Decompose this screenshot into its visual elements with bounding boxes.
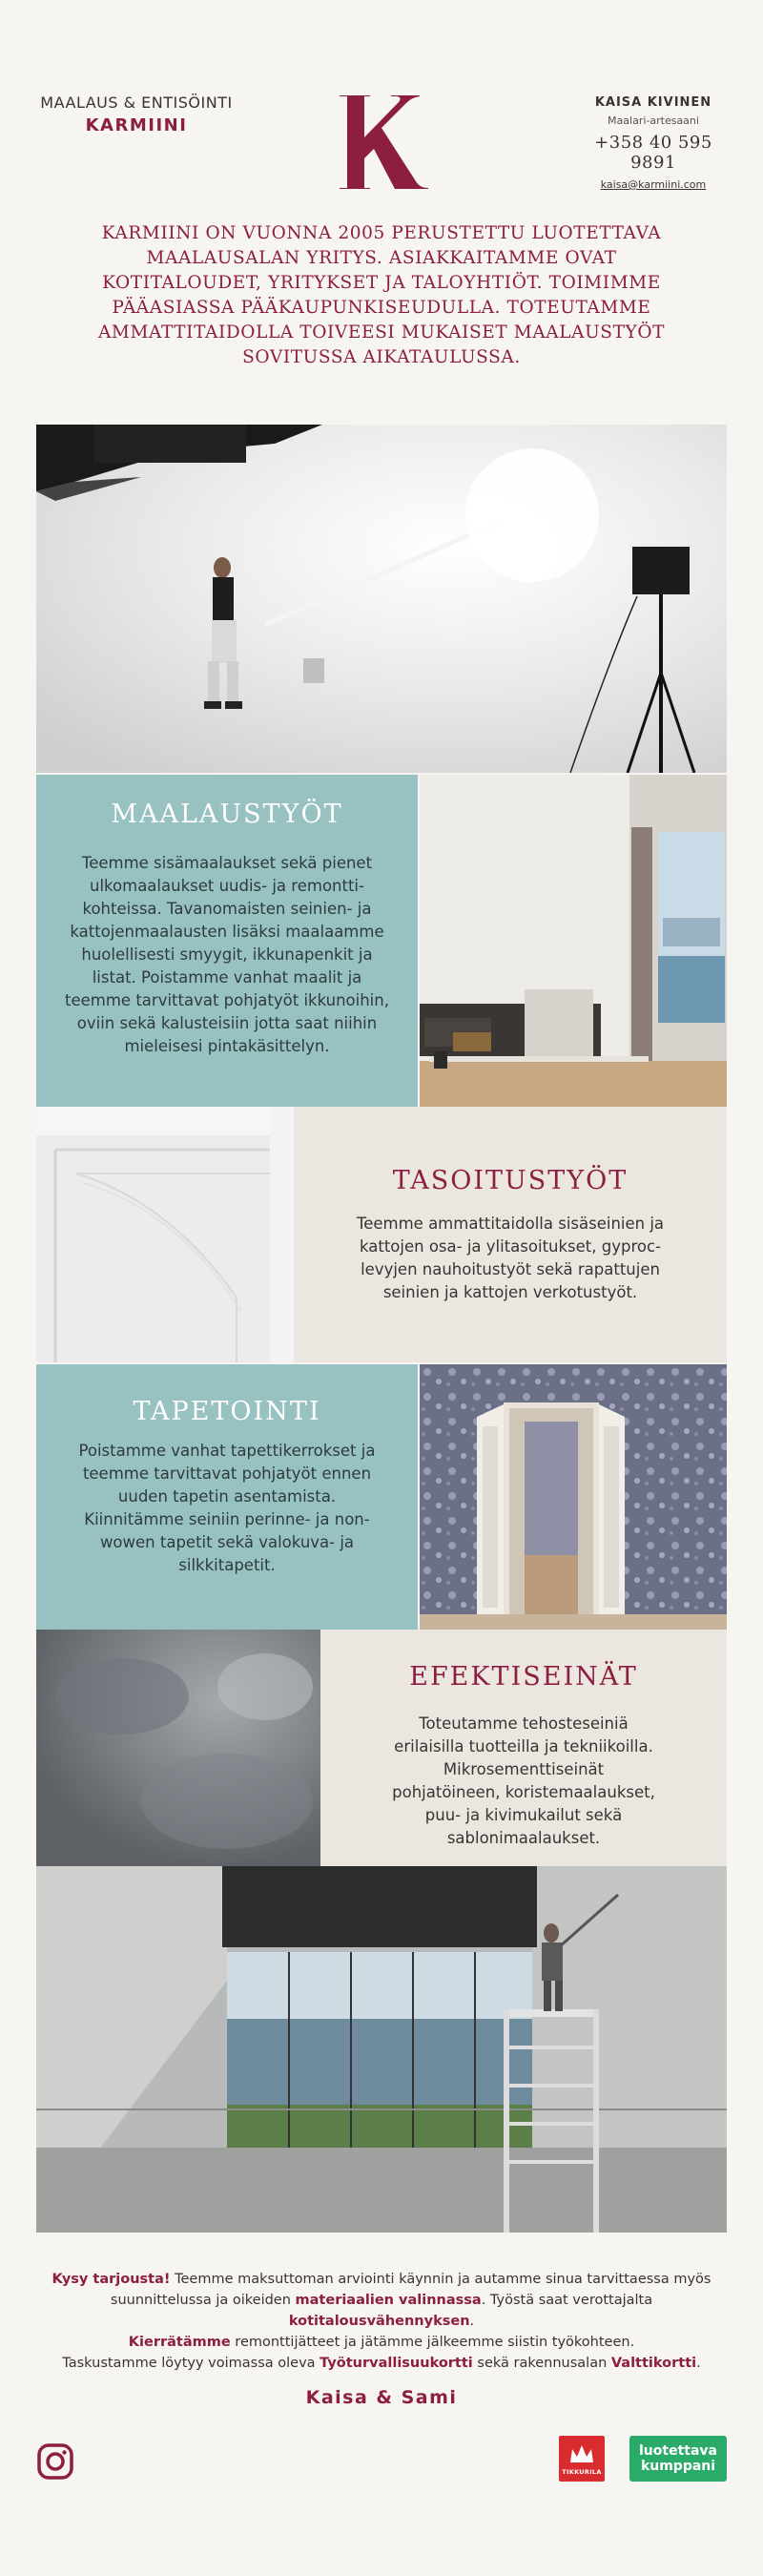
tax-deduction-highlight: kotitalousvähennyksen — [288, 2314, 470, 2329]
badge-line-1: luotettava — [639, 2443, 717, 2459]
brand-name — [36, 93, 237, 135]
cards-period: . — [696, 2356, 701, 2371]
section-tapetointi — [36, 1364, 418, 1630]
cards-text: Taskustamme löytyy voimassa oleva — [62, 2356, 320, 2371]
recycle-text: remonttijätteet ja jätämme jälkeemme siistin työkohteen. — [230, 2335, 635, 2350]
studio-painting-photo — [36, 425, 727, 773]
offer-text: Teemme maksuttoman arviointi käynnin ja autamme sinua tarvittaessa myös suunnittelussa ja oikeiden — [110, 2272, 711, 2308]
microcement-wall-photo — [36, 1630, 320, 1866]
section-text-tapetointi: Poistamme vanhat tapettikerrokset ja teemme tarvittavat pohjatyöt ennen uuden tapetin asentamista. Kiinnitämme seiniin perinne- ja non-wowen tapetit sekä valokuva- ja silkkitapetit. — [78, 1442, 376, 1574]
section-text-tasoitustyot: Teemme ammattitaidolla sisäseinien ja kattojen osa- ja ylitasoitukset, gyproc-levyjen nauhoitustyöt sekä rapattujen seinien ja kattojen verkotustyöt. — [356, 1215, 665, 1301]
instagram-icon[interactable] — [36, 2442, 74, 2481]
section-title-tapetointi: TAPETOINTI — [133, 1397, 321, 1426]
contact-role: Maalari-artesaani — [608, 114, 699, 127]
wallpaper-door-photo — [420, 1364, 727, 1630]
section-title-tasoitustyot: TASOITUSTYÖT — [392, 1166, 629, 1195]
contact-name: KAISA KIVINEN — [594, 95, 712, 110]
section-maalaustyot — [36, 775, 418, 1107]
cards-text-mid: sekä rakennusalan — [472, 2356, 611, 2371]
brand-line-2: KARMIINI — [85, 115, 188, 135]
offer-period: . — [469, 2314, 475, 2329]
footer-paragraph-offer — [38, 2269, 725, 2332]
materials-highlight: materiaalien valinnassa — [295, 2293, 482, 2308]
badge-line-2: kumppani — [640, 2459, 716, 2474]
valtti-card-highlight: Valttikortti — [610, 2356, 697, 2371]
safety-card-highlight: Työturvallisuukortti — [320, 2356, 473, 2371]
section-text-maalaustyot: Teemme sisämaalaukset sekä pienet ulkomaalaukset uudis- ja remontti-kohteissa. Tavanomaisten seinien- ja kattojenmaalausten lisäksi maalaamme huolellisesti smyygit, ikkunapenkit ja listat. Poistamme vanhat maalit ja teemme tarvittavat pohjatyöt ikkunoihin, oviin sekä kalusteisiin jotta saat niihin mieleisesi pintakäsittelyn. — [65, 854, 389, 1055]
section-title-efektiseinat: EFEKTISEINÄT — [409, 1662, 638, 1692]
karmiini-logo-icon — [336, 93, 433, 191]
brand-line-1: MAALAUS & ENTISÖINTI — [40, 93, 233, 112]
footer-paragraph-recycle — [38, 2332, 725, 2353]
footer-text — [38, 2269, 725, 2374]
wall-panel-photo — [36, 1107, 294, 1362]
contact-email-link[interactable]: kaisa@karmiini.com — [600, 178, 707, 191]
offer-text-end: . Työstä saat verottajalta — [481, 2293, 653, 2308]
footer-paragraph-cards — [38, 2353, 725, 2374]
scaffold-painter-photo — [36, 1866, 727, 2233]
intro-text: KARMIINI ON VUONNA 2005 PERUSTETTU LUOTETTAVA MAALAUSALAN YRITYS. ASIAKKAITAMME OVAT KOTITALOUDET, YRITYKSET JA TALOYHTIÖT. TOIMIMME PÄÄASIASSA PÄÄKAUPUNKISEUDULLA. TOTEUTAMME AMMATTITAIDOLLA TOIVEESI MUKAISET MAALAUSTYÖT SOVITUSSA AIKATAULUSSA. — [97, 223, 666, 367]
recycle-highlight: Kierrätämme — [128, 2335, 231, 2350]
tikkurila-label: TIKKURILA — [562, 2468, 602, 2476]
tikkurila-logo — [559, 2436, 605, 2482]
contact-info — [572, 95, 734, 191]
section-text-efektiseinat: Toteutamme tehosteseiniä erilaisilla tuotteilla ja tekniikoilla. Mikrosementtiseinät pohjatöineen, koristemaalaukset, puu- ja kivimukailut sekä sablonimaalaukset. — [392, 1714, 655, 1847]
living-room-photo — [420, 775, 727, 1107]
section-efektiseinat — [320, 1630, 727, 1866]
luotettava-kumppani-badge — [629, 2436, 727, 2482]
section-title-maalaustyot: MAALAUSTYÖT — [111, 800, 343, 829]
signature: Kaisa & Sami — [305, 2387, 458, 2408]
section-tasoitustyot — [294, 1107, 727, 1362]
offer-highlight: Kysy tarjousta! — [52, 2272, 171, 2287]
contact-phone[interactable]: +358 40 595 9891 — [594, 133, 712, 173]
